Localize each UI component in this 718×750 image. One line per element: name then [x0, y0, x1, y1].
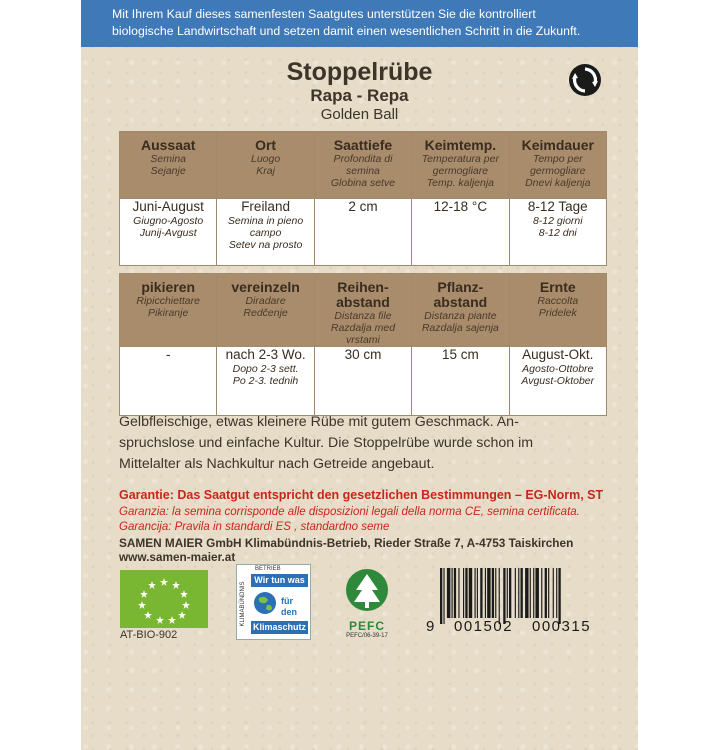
barcode-bar [499, 568, 500, 624]
care-header-subtitle: Redčenje [243, 307, 288, 319]
barcode-bar [515, 568, 516, 618]
barcode-bar [535, 568, 538, 618]
barcode-digits-right: 000315 [532, 618, 592, 635]
eu-organic-leaf-logo [120, 570, 208, 628]
pefc-logo [341, 568, 393, 638]
barcode-bar [454, 568, 456, 618]
recycling-icon [568, 63, 602, 97]
barcode-bar [477, 568, 478, 618]
barcode-bar [507, 568, 508, 618]
klima-side-label: KLIMABÜNDNIS [240, 581, 246, 627]
barcode-bar [525, 568, 528, 618]
care-header-title: pikieren [141, 279, 196, 295]
pefc-code: PEFC/06-39-17 [346, 633, 388, 639]
pefc-label: PEFC [348, 619, 385, 633]
barcode-bar [469, 568, 472, 618]
organic-banner [81, 0, 638, 47]
sowing-header-subtitle: Globina setve [330, 177, 396, 189]
ean-barcode [426, 568, 606, 640]
care-header-subtitle: Pikiranje [148, 307, 189, 319]
care-header-subtitle: Pridelek [538, 307, 577, 319]
sowing-header-cell [509, 132, 606, 199]
care-value-translation: Avgust-Oktober [521, 375, 595, 387]
variety-name: Golden Ball [320, 106, 399, 123]
care-value-cell [120, 347, 217, 416]
klimabuendnis-logo [236, 564, 311, 640]
sowing-value-translation: 8-12 giorni [532, 215, 583, 227]
company-address: SAMEN MAIER GmbH Klimabündnis-Betrieb, Rieder Straße 7, A-4753 Taiskirchen [119, 536, 574, 550]
klima-top-label: BETRIEB [255, 566, 281, 572]
care-header-title: Reihen-abstand [336, 279, 390, 310]
care-header-subtitle: Raccolta [537, 295, 579, 307]
sowing-header-cell [217, 132, 314, 199]
care-value-translation: Po 2-3. tednih [232, 375, 299, 387]
barcode-bar [553, 568, 554, 618]
barcode-bar [480, 568, 482, 618]
barcode-bars [438, 568, 606, 624]
care-value-cell [217, 347, 314, 416]
barcode-bar [475, 568, 476, 618]
sowing-value-main: Freiland [241, 199, 290, 214]
company-website: www.samen-maier.at [119, 550, 236, 564]
eu-organic-code: AT-BIO-902 [120, 629, 178, 641]
care-value-main: nach 2-3 Wo. [225, 347, 306, 362]
care-value-cell [314, 347, 411, 416]
sowing-header-subtitle: Dnevi kaljenja [525, 177, 591, 189]
sowing-header-subtitle: Sejanje [150, 165, 186, 177]
barcode-bar [530, 568, 531, 618]
barcode-bar [509, 568, 511, 618]
sowing-value-cell [412, 199, 509, 266]
banner-line-1: Mit Ihrem Kauf dieses samenfesten Saatgutes unterstützen Sie die kontrolliert [112, 7, 536, 21]
barcode-bar [443, 568, 444, 624]
barcode-bar [548, 568, 549, 618]
sowing-header-subtitle: germogliare [432, 165, 489, 177]
care-header-cell [120, 274, 217, 347]
barcode-bar [521, 568, 523, 618]
sowing-header-cell [314, 132, 411, 199]
sowing-header-subtitle: Profondita di [333, 153, 393, 165]
klima-line-den: den [281, 607, 298, 617]
sowing-header-title: Keimdauer [521, 137, 594, 153]
sowing-value-translation: Setev na prosto [228, 239, 303, 251]
barcode-bar [558, 568, 560, 624]
barcode-bar [541, 568, 542, 618]
care-value-main: 15 cm [441, 347, 479, 362]
barcode-bar [452, 568, 453, 618]
sowing-value-cell [509, 199, 606, 266]
sowing-header-row [120, 132, 607, 199]
globe-icon [253, 590, 277, 616]
sowing-header-title: Aussaat [140, 137, 196, 153]
care-header-subtitle: Ripicchiettare [136, 295, 200, 307]
care-value-main: August-Okt. [522, 347, 594, 362]
sowing-value-main: 2 cm [348, 199, 378, 214]
barcode-bar [495, 568, 496, 618]
sowing-header-subtitle: Kraj [256, 165, 275, 177]
care-table [119, 273, 607, 416]
care-header-subtitle: Razdalja med [330, 322, 396, 334]
barcode-bar [492, 568, 494, 618]
sowing-header-subtitle: semina [346, 165, 380, 177]
care-header-title: Pflanz-abstand [433, 279, 488, 310]
care-header-subtitle: Distanza file [334, 310, 392, 322]
care-value-main: 30 cm [344, 347, 382, 362]
sowing-header-cell [120, 132, 217, 199]
sowing-value-translation: Semina in pieno [227, 215, 304, 227]
sowing-value-main: 8-12 Tage [527, 199, 588, 214]
care-header-subtitle: Razdalja sajenja [421, 322, 499, 334]
barcode-bar [503, 568, 505, 624]
sowing-value-translation: campo [249, 227, 282, 239]
barcode-bar [487, 568, 490, 618]
barcode-digit-first: 9 [426, 618, 435, 635]
description-line: Gelbfleischige, etwas kleinere Rübe mit gutem Geschmack. An- [119, 414, 519, 430]
sowing-value-row [120, 199, 607, 266]
sowing-header-cell [412, 132, 509, 199]
sowing-header-subtitle: Semina [150, 153, 186, 165]
sowing-value-cell [314, 199, 411, 266]
barcode-bar [556, 568, 557, 618]
barcode-bar [440, 568, 442, 624]
sowing-header-title: Keimtemp. [424, 137, 497, 153]
barcode-bar [458, 568, 459, 618]
care-header-cell [509, 274, 606, 347]
sowing-value-main: Juni-August [132, 199, 204, 214]
sowing-value-cell [217, 199, 314, 266]
product-title: Stoppelrübe [286, 58, 433, 86]
care-header-cell [314, 274, 411, 347]
sowing-table [119, 131, 607, 266]
barcode-bar [465, 568, 467, 618]
sowing-value-cell [120, 199, 217, 266]
klima-slogan: Wir tun was [251, 574, 308, 587]
care-header-title: Ernte [539, 279, 576, 295]
care-value-translation: Agosto-Ottobre [522, 363, 594, 375]
sowing-header-title: Saattiefe [333, 137, 393, 153]
barcode-bar [485, 568, 486, 618]
barcode-bar [533, 568, 534, 618]
care-value-cell [412, 347, 509, 416]
care-header-cell [412, 274, 509, 347]
description [119, 412, 639, 475]
care-value-row [120, 347, 607, 416]
pefc-tree-icon [341, 568, 393, 614]
guarantee-german: Garantie: Das Saatgut entspricht den gesetzlichen Bestimmungen – EG-Norm, ST [119, 488, 604, 502]
banner-line-2: biologische Landwirtschaft und setzen damit einen wesentlichen Schritt in die Zukunft. [112, 24, 581, 38]
sowing-header-subtitle: Temperatura per [421, 153, 499, 165]
care-header-title: vereinzeln [231, 279, 300, 295]
barcode-bar [518, 568, 519, 618]
sowing-header-title: Ort [255, 137, 277, 153]
klima-line-klimaschutz: Klimaschutz [252, 622, 306, 632]
seed-packet-back [81, 0, 638, 750]
care-header-row [120, 274, 607, 347]
barcode-bar [447, 568, 450, 618]
sowing-header-subtitle: Tempo per [532, 153, 583, 165]
care-header-subtitle: vrstami [346, 334, 380, 346]
guarantee-slovenian: Garancija: Pravila in standardi ES , standardno seme [119, 521, 390, 533]
description-line: spruchslose und einfache Kultur. Die Stoppelrübe wurde schon im [119, 435, 534, 451]
care-header-subtitle: Diradare [245, 295, 286, 307]
barcode-digits-left: 001502 [454, 618, 514, 635]
guarantee-italian: Garanzia: la semina corrisponde alle disposizioni legali della norma CE, semina certificata. [119, 506, 580, 518]
barcode-bar [463, 568, 464, 618]
sowing-value-translation: 8-12 dni [538, 227, 577, 239]
sowing-header-subtitle: Luogo [250, 153, 281, 165]
barcode-bar [545, 568, 547, 618]
sowing-value-translation: Giugno-Agosto [133, 215, 204, 227]
sowing-value-main: 12-18 °C [433, 199, 488, 214]
klima-line-fuer: für [281, 596, 293, 606]
product-subtitle: Rapa - Repa [310, 86, 409, 105]
care-header-cell [217, 274, 314, 347]
care-value-translation: Dopo 2-3 sett. [232, 363, 299, 375]
care-value-main: - [165, 347, 171, 362]
care-header-subtitle: Distanza piante [424, 310, 497, 322]
care-value-cell [509, 347, 606, 416]
sowing-header-subtitle: Temp. kaljenja [426, 177, 495, 189]
sowing-value-translation: Junij-Avgust [139, 227, 197, 239]
sowing-header-subtitle: germogliare [530, 165, 586, 177]
description-line: Mittelalter als Nachkultur nach Getreide angebaut. [119, 456, 435, 472]
